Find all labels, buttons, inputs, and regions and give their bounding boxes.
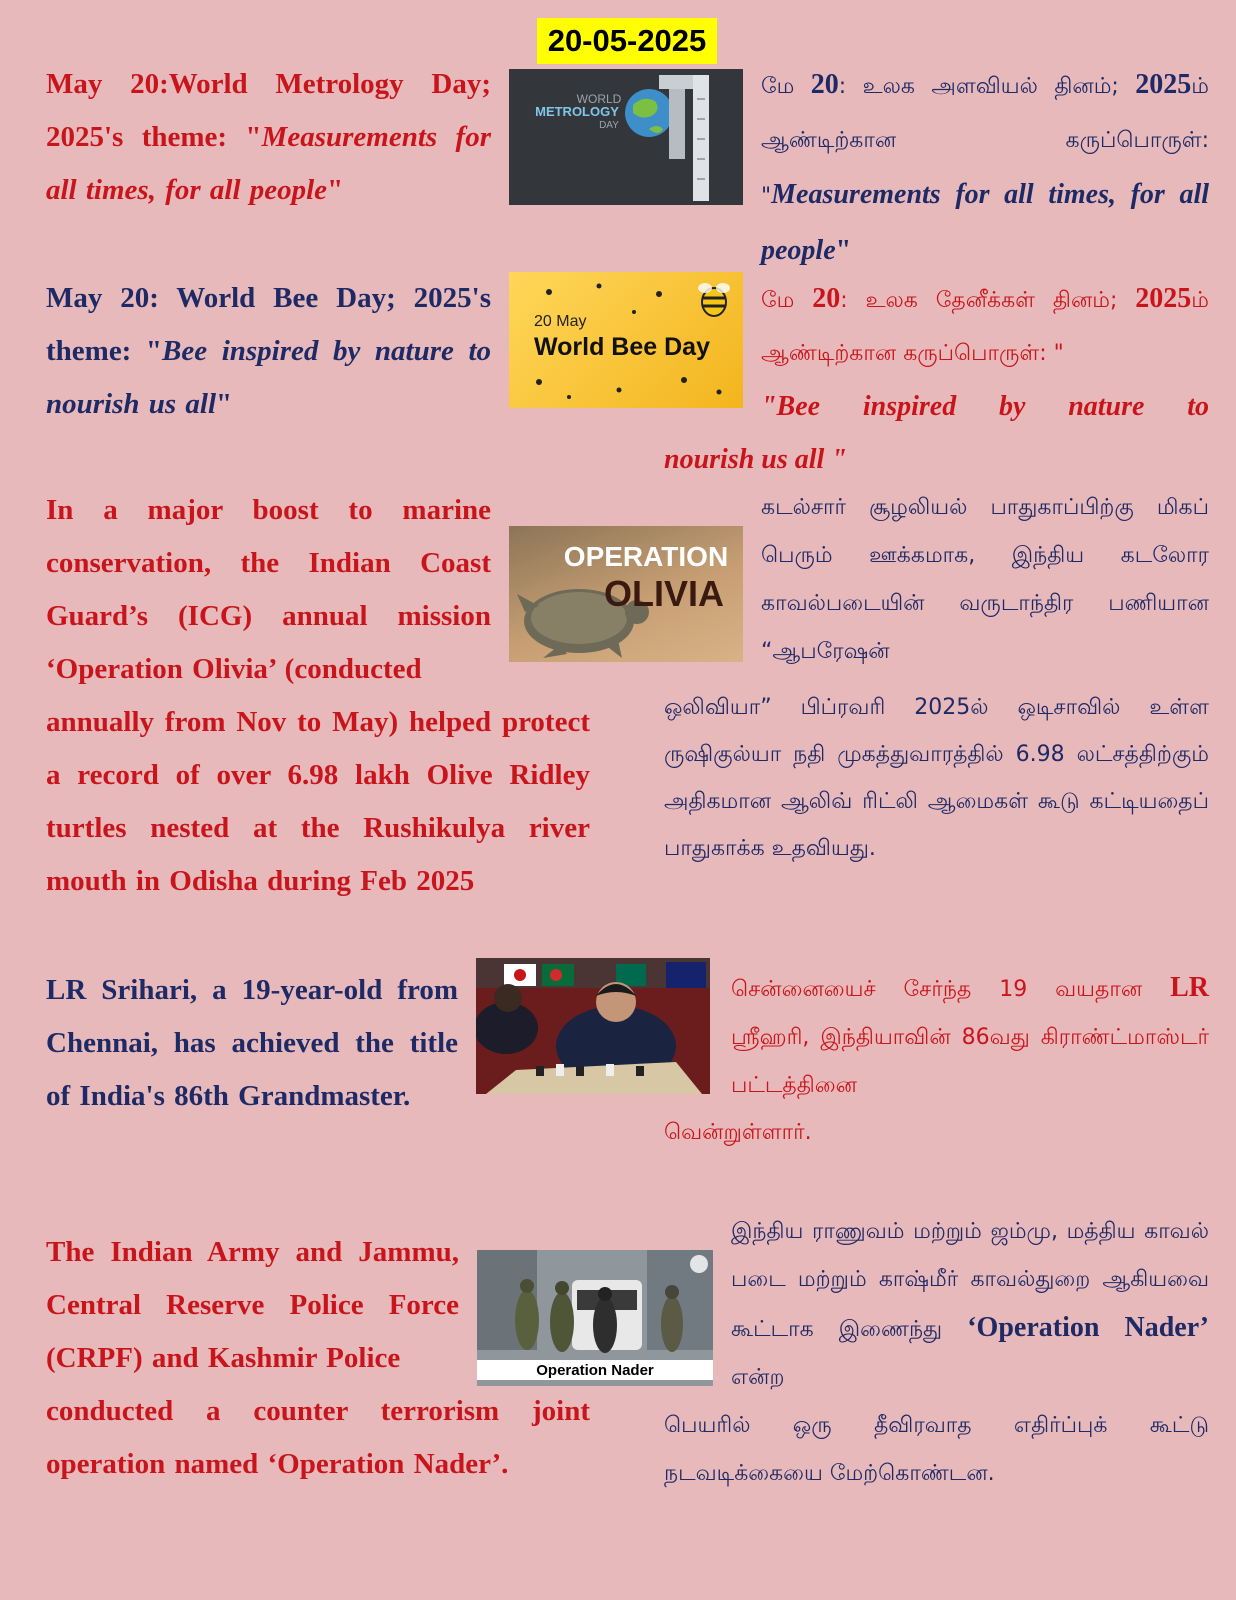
item4-tamil-text-top: சென்னையைச் சேர்ந்த 19 வயதான LR ஸ்ரீஹரி, இந்தியாவின் 86வது கிராண்ட்மாஸ்டர் பட்டத்தினை [731, 972, 1209, 1098]
item4-english-text: LR Srihari, a 19-year-old from Chennai, has achieved the title of India's 86th Grandmaster. [46, 974, 458, 1112]
item1-tamil-text: மே 20: உலக அளவியல் தினம்; 2025ம் ஆண்டிற்கான கருப்பொருள்: "Measurements for all times, for all people" [761, 69, 1209, 266]
metrology-label-metrology: METROLOGY [535, 104, 619, 119]
item5-tamil-text-bottom: பெயரில் ஒரு தீவிரவாத எதிர்ப்புக் கூட்டு நடவடிக்கையை மேற்கொண்டன. [664, 1413, 1209, 1486]
item2-tamil-theme-line2: nourish us all " [664, 444, 847, 475]
item4-tamil-text-bottom: வென்றுள்ளார். [664, 1120, 812, 1145]
nader-caption: Operation Nader [536, 1362, 654, 1379]
item5-english-text-top: The Indian Army and Jammu, Central Reserve Police Force (CRPF) and Kashmir Police [46, 1236, 459, 1374]
item3-english-text-bottom: annually from Nov to May) helped protect a record of over 6.98 lakh Olive Ridley turtles nested at the Rushikulya river mouth in Odisha during Feb 2025 [46, 706, 590, 897]
item5-tamil-text-top: இந்திய ராணுவம் மற்றும் ஜம்மு, மத்திய காவல் படை மற்றும் காஷ்மீர் காவல்துறை ஆகியவை கூட்டாக இணைந்து ‘Operation Nader’ என்ற [731, 1219, 1209, 1390]
item2-english-text: May 20: World Bee Day; 2025's theme: "Bee inspired by nature to nourish us all" [46, 282, 492, 420]
operation-olivia-image [509, 526, 743, 662]
metrology-label-world: WORLD [576, 92, 622, 106]
operation-nader-image [477, 1250, 713, 1386]
item3-tamil-text-top: கடல்சார் சூழலியல் பாதுகாப்பிற்கு மிகப் பெரும் ஊக்கமாக, இந்திய கடலோர காவல்படையின் வருடாந்திர பணியான “ஆபரேஷன் [761, 495, 1209, 664]
item5-english-text-bottom: conducted a counter terrorism joint operation named ‘Operation Nader’. [46, 1395, 590, 1480]
lr-srihari-chess-image [476, 958, 710, 1094]
bee-day-date-label: 20 May [534, 313, 587, 330]
item1-english-text: May 20:World Metrology Day; 2025's theme: "Measurements for all times, for all people" [46, 68, 491, 206]
olivia-label-olivia: OLIVIA [603, 573, 725, 614]
metrology-label-day: DAY [599, 120, 619, 131]
bee-day-title-label: World Bee Day [534, 333, 710, 361]
item3-tamil-text-bottom: ஒலிவியா” பிப்ரவரி 2025ல் ஒடிசாவில் உள்ள ருஷிகுல்யா நதி முகத்துவாரத்தில் 6.98 லட்சத்திற்கும் அதிகமான ஆலிவ் ரிட்லி ஆமைகள் கூடு கட்டியதைப் பாதுகாக்க உதவியது. [664, 695, 1209, 861]
item3-english-text-top: In a major boost to marine conservation, the Indian Coast Guard’s (ICG) annual mission ‘Operation Olivia’ (conducted [46, 494, 491, 685]
world-metrology-day-image [509, 69, 743, 205]
world-bee-day-image [509, 272, 743, 408]
item2-tamil-theme-line1: "Bee inspired by nature to [761, 391, 1209, 422]
item2-tamil-text: மே 20: உலக தேனீக்கள் தினம்; 2025ம் ஆண்டிற்கான கருப்பொருள்: " [761, 283, 1209, 366]
olivia-label-operation: OPERATION [563, 541, 729, 572]
date-badge: 20-05-2025 [537, 18, 717, 64]
